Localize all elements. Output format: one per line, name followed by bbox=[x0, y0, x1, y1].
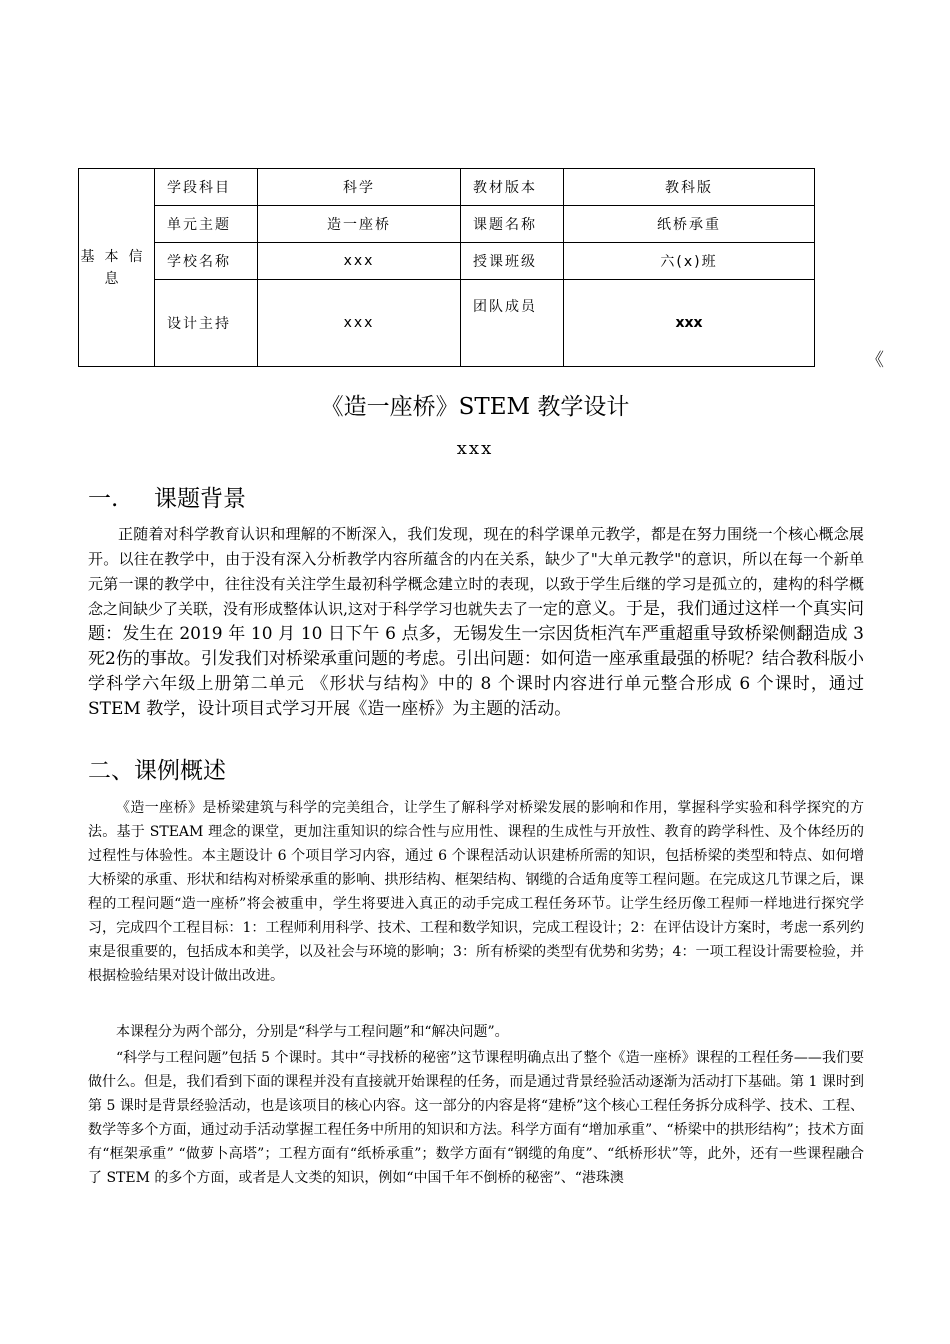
row4-value2: xxx bbox=[564, 280, 815, 367]
background-text-part2: 的意义。于是，我们通过这样一个真实问题：发生在 2019 年 10 月 10 日下午 6 点多，无锡发生一宗因货柜汽车严重超重导致桥梁侧翻造成 3死2伤的事故。引发我们对桥梁承重问题的考虑。引出问题：如何造一座承重最强的桥呢？结合教科版小学科学六年级上册第二单元 《形状与结构》中的 8 个课时内容进行单元整合形成 6 个课时，通过 STEM 教学，设计项目式学习开展《造一座桥》为主题的活动。 bbox=[88, 599, 864, 719]
section-number: 一. bbox=[88, 486, 119, 512]
row1-label1: 学段科目 bbox=[155, 169, 258, 206]
row2-label1: 单元主题 bbox=[155, 206, 258, 243]
basic-info-table bbox=[78, 168, 815, 367]
section-number: 二、 bbox=[88, 758, 134, 784]
basic-info-header: 基本信息 bbox=[79, 169, 155, 367]
section-heading-background bbox=[88, 480, 246, 513]
document-author: xxx bbox=[456, 438, 494, 459]
row1-label2: 教材版本 bbox=[461, 169, 564, 206]
row2-value1: 造一座桥 bbox=[258, 206, 461, 243]
overview-paragraph-1: 《造一座桥》是桥梁建筑与科学的完美组合，让学生了解科学对桥梁发展的影响和作用，掌握科学实验和科学探究的方法。基于 STEAM 理念的课堂，更加注重知识的综合性与应用性、课程的生成性与开放性、教育的跨学科性、及个体经历的过程性与体验性。本主题设计 6 个项目学习内容，通过 6 个课程活动认识建桥所需的知识，包括桥梁的类型和特点、如何增大桥梁的承重、形状和结构对桥梁承重的影响、拱形结构、框架结构、钢缆的合适角度等工程问题。在完成这几节课之后，课程的工程问题“造一座桥”将会被重申，学生将要进入真正的动手完成工程任务环节。让学生经历像工程师一样地进行探究学习，完成四个工程目标：1：工程师利用科学、技术、工程和数学知识，完成工程设计；2：在评估设计方案时，考虑一系列约束是很重要的，包括成本和美学，以及社会与环境的影响；3：所有桥梁的类型有优势和劣势；4：一项工程设计需要检验，并根据检验结果对设计做出改进。 bbox=[88, 800, 864, 984]
row3-value2: 六(x)班 bbox=[564, 243, 815, 280]
row2-label2: 课题名称 bbox=[461, 206, 564, 243]
row4-label1: 设计主持 bbox=[155, 280, 258, 367]
section-heading-overview bbox=[88, 752, 226, 785]
row3-label1: 学校名称 bbox=[155, 243, 258, 280]
section-title: 课题背景 bbox=[154, 486, 246, 512]
row4-value1: xxx bbox=[258, 280, 461, 367]
row3-label2: 授课班级 bbox=[461, 243, 564, 280]
row1-value2: 教科版 bbox=[564, 169, 815, 206]
row2-value2: 纸桥承重 bbox=[564, 206, 815, 243]
section-title: 课例概述 bbox=[134, 758, 226, 784]
row4-label2: 团队成员 bbox=[461, 280, 564, 367]
background-paragraph bbox=[88, 522, 864, 722]
row1-value1: 科学 bbox=[258, 169, 461, 206]
overview-paragraph-3: “科学与工程问题”包括 5 个课时。其中“寻找桥的秘密”这节课程明确点出了整个《造一座桥》课程的工程任务——我们要做什么。但是，我们看到下面的课程并没有直接就开始课程的任务，而是通过背景经验活动逐渐为活动打下基础。第 1 课时到第 5 课时是背景经验活动，也是该项目的核心内容。这一部分的内容是将“建桥”这个核心工程任务拆分成科学、技术、工程、数学等多个方面，通过动手活动掌握工程任务中所用的知识和方法。科学方面有“增加承重”、“桥梁中的拱形结构”；技术方面有“框架承重” “做萝卜高塔”；工程方面有“纸桥承重”；数学方面有“钢缆的角度”、“纸桥形状”等，此外，还有一些课程融合了 STEM 的多个方面，或者是人文类的知识，例如“中国千年不倒桥的秘密”、“港珠澳 bbox=[88, 1050, 864, 1186]
row3-value1: xxx bbox=[258, 243, 461, 280]
document-title: 《造一座桥》STEM 教学设计 bbox=[320, 394, 630, 420]
background-text-part1: 正随着对科学教育认识和理解的不断深入，我们发现，现在的科学课单元教学，都是在努力围绕一个核心概念展开。以往在教学中，由于没有深入分析教学内容所蕴含的内在关系，缺少了"大单元教学"的意识，所以在每一个新单元第一课的教学中，往往没有关注学生最初科学概念建立时的表现，以致于学生后继的学习是孤立的，建构的科学概念之间缺少了关联，没有形成整体认识,这对于科学学习也就失去了一定 bbox=[88, 525, 864, 618]
overview-paragraph-2: 本课程分为两个部分，分别是“科学与工程问题”和“解决问题”。 bbox=[116, 1024, 509, 1040]
stray-bracket-mark: 《 bbox=[866, 350, 884, 371]
